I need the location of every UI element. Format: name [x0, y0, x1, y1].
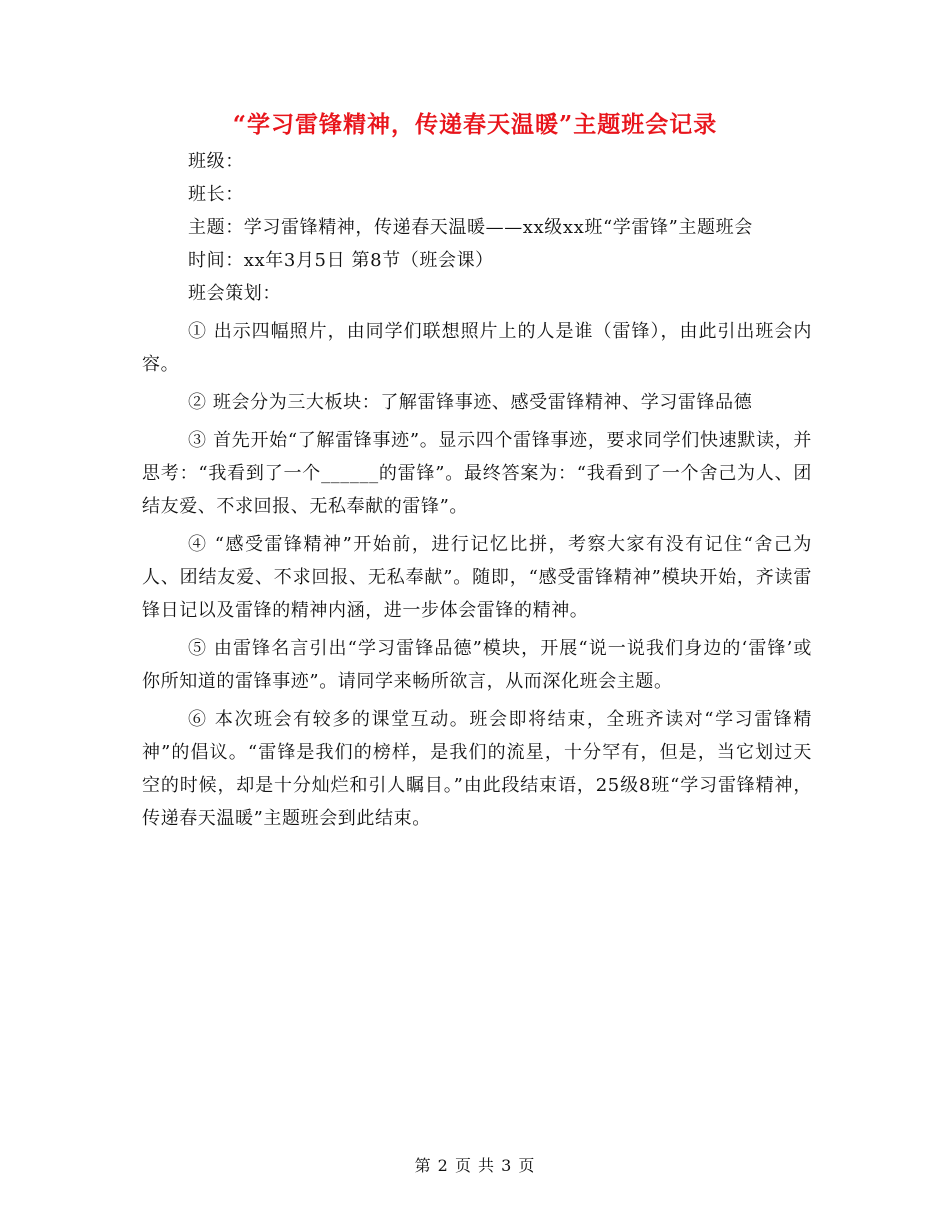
paragraph-item-2: ② 班会分为三大板块：了解雷锋事迹、感受雷锋精神、学习雷锋品德 — [188, 392, 753, 413]
paragraph-theme: 主题：学习雷锋精神，传递春天温暖——xx级xx班“学雷锋”主题班会 — [188, 217, 753, 238]
paragraph-time: 时间：xx年3月5日 第8节（班会课） — [188, 250, 494, 271]
page-number-footer: 第 2 页 共 3 页 — [414, 1156, 536, 1175]
paragraph-planning-heading: 班会策划： — [188, 283, 281, 304]
paragraph-item-5: ⑤ 由雷锋名言引出“学习雷锋品德”模块，开展“说一说我们身边的‘雷锋’或你所知道的雷锋事迹”。请同学来畅所欲言，从而深化班会主题。 — [142, 638, 812, 692]
paragraph-item-3: ③ 首先开始“了解雷锋事迹”。显示四个雷锋事迹，要求同学们快速默读，并思考：“我看到了一个______的雷锋”。最终答案为：“我看到了一个舍己为人、团结友爱、不求回报、无私奉献的雷锋”。 — [142, 430, 812, 517]
paragraph-monitor: 班长： — [188, 184, 244, 205]
paragraph-item-4: ④ “感受雷锋精神”开始前，进行记忆比拼，考察大家有没有记住“舍己为人、团结友爱、不求回报、无私奉献”。随即，“感受雷锋精神”模块开始，齐读雷锋日记以及雷锋的精神内涵，进一步体会雷锋的精神。 — [142, 534, 812, 621]
paragraph-item-1: ① 出示四幅照片，由同学们联想照片上的人是谁（雷锋），由此引出班会内容。 — [142, 321, 812, 375]
paragraph-class: 班级： — [188, 151, 244, 172]
document-title: “学习雷锋精神，传递春天温暖”主题班会记录 — [232, 111, 718, 138]
document-body — [142, 145, 812, 835]
paragraph-item-6: ⑥ 本次班会有较多的课堂互动。班会即将结束，全班齐读对“学习雷锋精神”的倡议。“雷锋是我们的榜样，是我们的流星，十分罕有，但是，当它划过天空的时候，却是十分灿烂和引人瞩目。”由此段结束语，25级8班“学习雷锋精神，传递春天温暖”主题班会到此结束。 — [142, 709, 812, 829]
